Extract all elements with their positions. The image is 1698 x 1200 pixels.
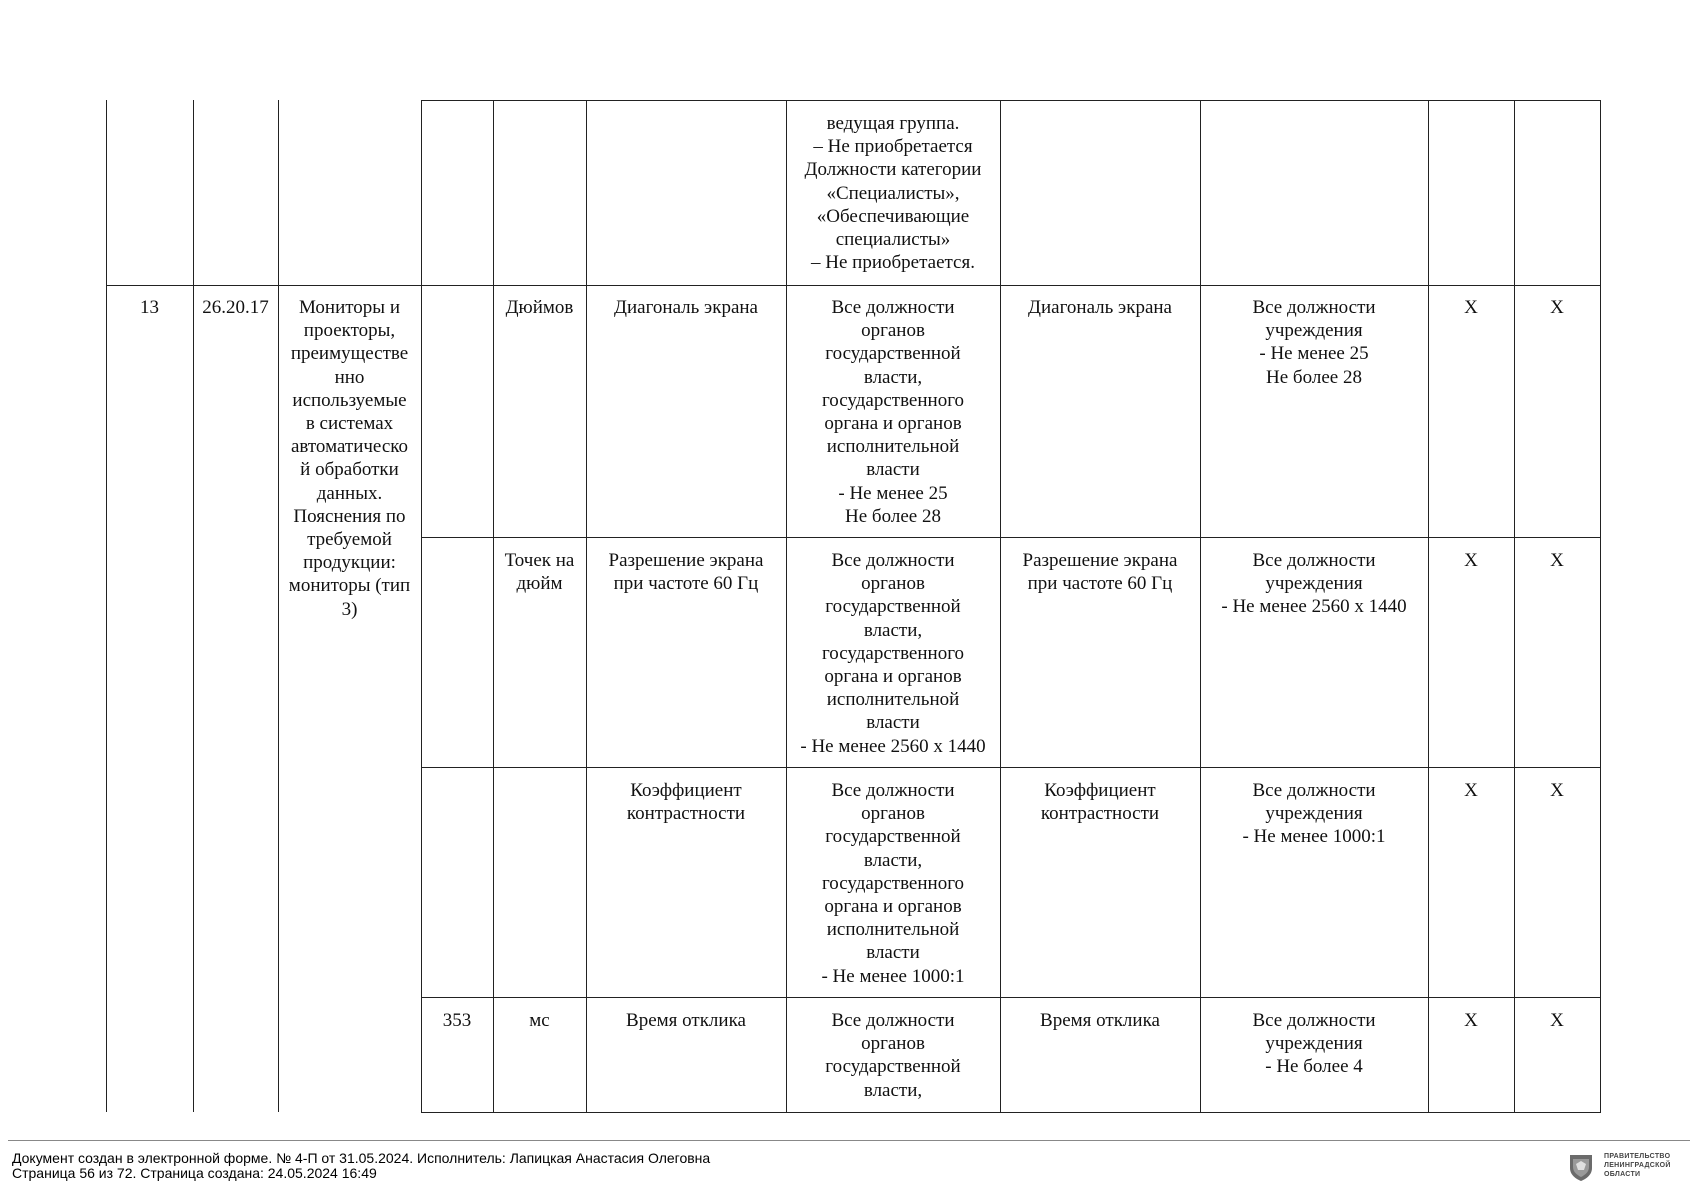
x-mark: X	[1550, 550, 1564, 571]
characteristic-name: Коэффициент контрастности	[626, 780, 746, 825]
characteristic-name-2: Диагональ экрана	[1028, 297, 1172, 318]
unit-name: мс	[529, 1010, 550, 1031]
okei-code: 353	[442, 1010, 472, 1031]
x-mark: X	[1550, 780, 1564, 801]
unit-name: Дюймов	[505, 297, 574, 318]
characteristic-value: Все должности органов государственной власти, государственного органа и органов исполнительной власти - Не менее 25 Не более 28	[821, 297, 965, 527]
government-logo	[1568, 1150, 1688, 1186]
unit-name: Точек на дюйм	[504, 550, 575, 595]
footer-page-info: Страница 56 из 72. Страница создана: 24.05.2024 16:49	[12, 1165, 377, 1181]
characteristic-value: Все должности органов государственной власти, государственного органа и органов исполнительной власти - Не менее 1000:1	[821, 780, 965, 987]
x-mark: X	[1464, 780, 1478, 801]
x-mark: X	[1550, 297, 1564, 318]
footer-divider	[8, 1140, 1690, 1141]
logo-text: ПРАВИТЕЛЬСТВО ЛЕНИНГРАДСКОЙ ОБЛАСТИ	[1604, 1153, 1671, 1178]
characteristic-name: Диагональ экрана	[614, 297, 758, 318]
characteristic-value: Все должности органов государственной власти, государственного органа и органов исполнительной власти - Не менее 2560 х 1440	[800, 550, 986, 757]
prev-row-requirement-cell: ведущая группа. – Не приобретается Должности категории «Специалисты», «Обеспечивающие специалисты» – Не приобретается.	[804, 113, 982, 274]
characteristic-value-2: Все должности учреждения - Не менее 25 Не более 28	[1252, 297, 1376, 388]
characteristic-value: Все должности органов государственной власти,	[825, 1010, 961, 1101]
characteristic-name-2: Время отклика	[1040, 1010, 1160, 1031]
footer-document-info: Документ создан в электронной форме. № 4-П от 31.05.2024. Исполнитель: Лапицкая Анастасия Олеговна	[12, 1150, 711, 1166]
characteristic-name: Разрешение экрана при частоте 60 Гц	[608, 550, 764, 595]
characteristic-name-2: Коэффициент контрастности	[1040, 780, 1160, 825]
x-mark: X	[1550, 1010, 1564, 1031]
coat-of-arms-icon	[1568, 1152, 1594, 1182]
x-mark: X	[1464, 297, 1478, 318]
characteristic-name: Время отклика	[626, 1010, 746, 1031]
characteristic-value-2: Все должности учреждения - Не менее 2560 х 1440	[1221, 550, 1407, 618]
x-mark: X	[1464, 1010, 1478, 1031]
x-mark: X	[1464, 550, 1478, 571]
product-name: Мониторы и проекторы, преимуществе нно используемые в системах автоматическо й обработки данных. Пояснения по требуемой продукции: мониторы (тип 3)	[288, 297, 411, 620]
characteristic-value-2: Все должности учреждения - Не менее 1000:1	[1242, 780, 1386, 848]
characteristic-value-2: Все должности учреждения - Не более 4	[1252, 1010, 1376, 1078]
characteristic-name-2: Разрешение экрана при частоте 60 Гц	[1022, 550, 1178, 595]
row-number: 13	[140, 297, 159, 318]
okpd2-code: 26.20.17	[202, 297, 269, 318]
